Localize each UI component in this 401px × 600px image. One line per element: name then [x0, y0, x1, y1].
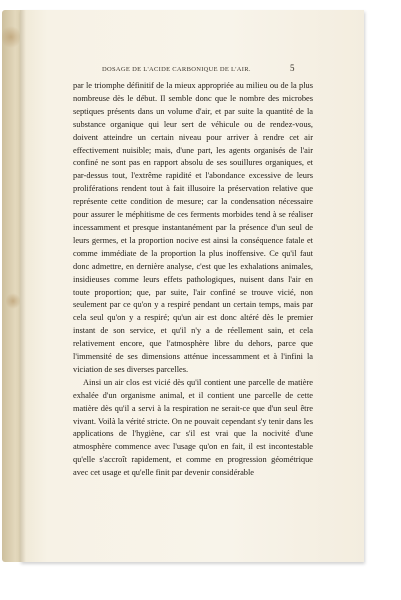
running-header: DOSAGE DE L'ACIDE CARBONIQUE DE L'AIR. [102, 66, 251, 73]
paragraph: Ainsi un air clos est vicié dès qu'il contient une parcelle de matière exhalée d'un organisme animal, et il contient une parcelle de cette matière dès qu'il a servi à la respiration ne serait-ce que d'un seul être vivant. Voilà la vérité stricte. On ne pouvait cependant s'y tenir dans les applications de l'hygiène, car s'il est vrai que la nocivité d'une atmosphère commence avec l'usage qu'on en fait, il est incontestable qu'elle s'accroît rapidement, et comme en progression géométrique avec cet usage et qu'elle finit par devenir considérable [73, 377, 313, 478]
foxing-stain [2, 24, 20, 50]
foxing-stain [6, 292, 20, 310]
body-text [73, 80, 313, 480]
paragraph: par le triomphe définitif de la mieux appropriée au milieu ou de la plus nombreuse dès le début. Il semble donc que le nombre des microbes septiques présents dans un volume d'air, et par suite la quantité de la substance organique qui leur sert de véhicule ou de rendez-vous, doivent atteindre un certain niveau pour arriver à rendre cet air effectivement nuisible; mais, d'une part, les agents organisés de l'air confiné ne sont pas en rapport absolu de ses souillures organiques, et par-dessus tout, l'extrême rapidité et l'abondance excessive de leurs proliférations rendent tout à fait illusoire la préservation relative que représente cette condition de mesure; car la condensation nécessaire pour assurer le méphitisme de ces ferments morbides tend à se réaliser incessamment et presque instantanément par la présence d'un seul de leurs germes, et la proportion nocive est ainsi la conséquence fatale et comme immédiate de la proportion la plus inoffensive. Ce qu'il faut donc admettre, en dernière analyse, c'est que les exhalations animales, insidieuses comme leurs effets pathologiques, nuisent dans l'air en toute proportion; que, par suite, l'air confiné se trouve vicié, non seulement par ce qu'on y a respiré pendant un certain temps, mais par cela seul qu'on y a respiré; qu'un air est donc altéré dès le premier instant de son service, et qu'il n'y a de réellement sain, et cela relativement encore, que l'atmosphère libre du dehors, parce que l'immensité de ses dimensions atténue incessamment et à l'infini la viciation de ses diverses parcelles. [73, 81, 313, 374]
page-number: 5 [290, 63, 295, 73]
spine-shadow [20, 10, 26, 562]
